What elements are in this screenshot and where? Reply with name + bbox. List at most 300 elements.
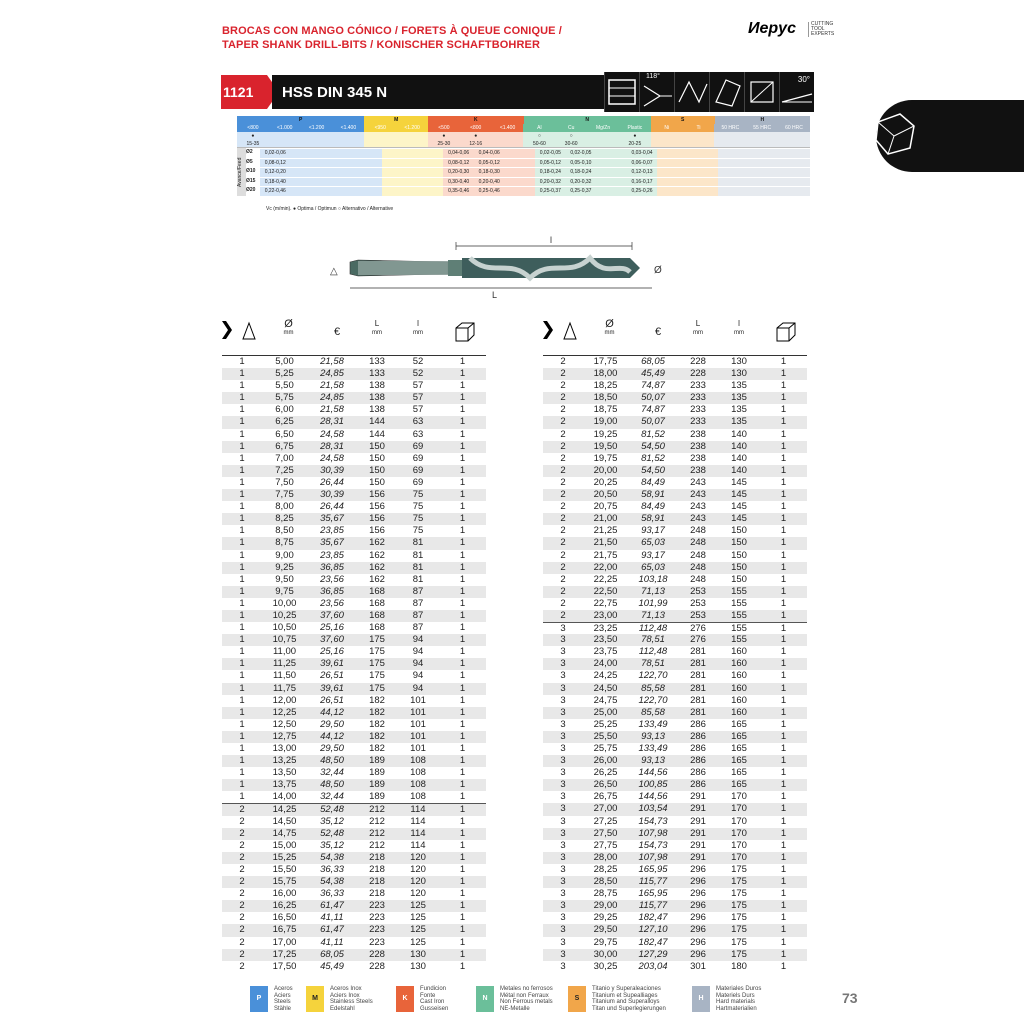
price-cell: 45,49 [641, 368, 665, 380]
feed-value [291, 177, 322, 187]
flute-length-cell: 75 [412, 525, 424, 537]
cone-size-cell: 3 [560, 876, 566, 888]
price-cell: 36,33 [320, 863, 344, 875]
price-cell: 26,51 [320, 694, 344, 706]
feed-value [780, 177, 811, 187]
pack-qty-cell: 1 [780, 815, 787, 827]
total-length-cell: 156 [369, 525, 385, 537]
price-cell: 48,50 [320, 755, 344, 767]
material-sub-label: Ni [651, 124, 683, 132]
price-cell: 107,98 [638, 851, 668, 863]
diameter-cell: 29,75 [593, 936, 618, 948]
price-cell: 54,38 [320, 876, 344, 888]
diameter-cell: 16,50 [272, 912, 297, 924]
cone-size-cell: 3 [560, 936, 566, 948]
pack-qty-cell: 1 [459, 476, 466, 488]
vc-range [714, 140, 746, 147]
flute-length-cell: 135 [731, 380, 747, 392]
flute-length-cell: 170 [731, 827, 747, 839]
legend-line: Metales no ferrosos [500, 986, 553, 992]
feed-value: 0,22-0,46 [260, 186, 291, 196]
legend-line: Non Ferrous metals [500, 999, 553, 1005]
feed-value [657, 167, 688, 177]
table-row [222, 767, 486, 779]
table-row [222, 719, 486, 731]
table-row [222, 840, 486, 852]
cone-size-cell: 1 [239, 537, 245, 549]
diameter-cell: 7,25 [275, 464, 294, 476]
material-sub-label: Plastic [619, 124, 651, 132]
cone-size-cell: 2 [560, 368, 566, 380]
pack-qty-cell: 1 [459, 755, 466, 767]
flute-length-cell: 108 [410, 779, 426, 791]
total-length-cell: 281 [690, 682, 706, 694]
table-row [543, 791, 807, 803]
price-cell: 25,16 [320, 622, 344, 634]
diameter-cell: 15,75 [272, 876, 297, 888]
diameter-cell: 24,00 [593, 658, 618, 670]
vc-range [778, 140, 810, 147]
legend-color-box: K [396, 986, 414, 1012]
diameter-cell: 26,50 [593, 779, 618, 791]
total-length-cell: 133 [369, 356, 385, 367]
total-length-cell: 286 [690, 779, 706, 791]
cone-size-cell: 3 [560, 682, 566, 694]
material-sub-label: <1.400 [332, 124, 364, 132]
material-legend-footer [250, 986, 770, 1018]
table-row [543, 634, 807, 646]
pack-qty-cell: 1 [459, 416, 466, 428]
price-cell: 37,60 [320, 634, 344, 646]
pack-qty-cell: 1 [780, 416, 787, 428]
legend-line: Materiales Duros [716, 986, 762, 992]
vc-symbol: ● [460, 132, 492, 140]
pack-qty-cell: 1 [459, 537, 466, 549]
legend-item-s [568, 986, 666, 1012]
pack-qty-cell: 1 [780, 513, 787, 525]
feed-value: 0,18-0,24 [535, 167, 566, 177]
pack-qty-cell: 1 [780, 960, 787, 972]
total-length-cell: 223 [369, 900, 385, 912]
cone-size-cell: 2 [560, 525, 566, 537]
diameter-cell: 26,75 [593, 791, 618, 803]
tool-geometry-icons [604, 72, 810, 112]
material-sub-label: <1.400 [492, 124, 524, 132]
material-group-s: S [651, 116, 715, 124]
logo-sub-1: CUTTING [811, 21, 834, 27]
vc-symbol [587, 132, 619, 140]
pack-qty-cell: 1 [459, 960, 466, 972]
price-cell: 133,49 [638, 743, 668, 754]
total-length-cell: 238 [690, 440, 706, 452]
diameter-cell: 20,50 [593, 489, 618, 501]
total-length-cell: 218 [369, 863, 385, 875]
feed-value [718, 177, 749, 187]
pack-qty-cell: 1 [780, 609, 787, 621]
table-row [543, 840, 807, 852]
total-length-cell: 133 [369, 368, 385, 380]
table-row [543, 513, 807, 525]
logo-sub-3: EXPERTS [811, 31, 835, 37]
vc-symbol-row [237, 132, 810, 140]
diameter-cell: 16,25 [272, 900, 297, 912]
feed-value [657, 186, 688, 196]
cone-size-cell: 2 [239, 888, 245, 900]
table-row [222, 900, 486, 912]
diameter-cell: 8,25 [275, 513, 294, 525]
diameter-cell: 9,75 [275, 585, 294, 597]
feed-value: 0,05-0,12 [474, 158, 505, 168]
pack-qty-cell: 1 [780, 428, 787, 440]
price-cell: 29,50 [320, 718, 344, 730]
vc-symbol [396, 132, 428, 140]
total-length-header-unit: mm [372, 330, 382, 336]
table-row [222, 816, 486, 828]
price-cell: 26,51 [320, 670, 344, 682]
table-row [222, 876, 486, 888]
flute-length-cell: 150 [731, 549, 747, 561]
diameter-cell: 5,25 [275, 368, 294, 380]
total-length-cell: 296 [690, 888, 706, 900]
legend-line: Stainless Steels [330, 999, 373, 1005]
diameter-cell: 9,25 [275, 561, 294, 573]
cone-size-cell: 1 [239, 658, 245, 670]
cone-size-cell: 2 [560, 573, 566, 585]
diameter-cell: 7,00 [275, 452, 294, 464]
feed-row [246, 186, 810, 196]
diameter-cell: 6,75 [275, 440, 294, 452]
pack-qty-cell: 1 [459, 489, 466, 501]
total-length-cell: 189 [369, 755, 385, 767]
title-line-1: BROCAS CON MANGO CÓNICO / FORETS À QUEUE CONIQUE / [222, 25, 562, 37]
price-cell: 54,50 [641, 440, 665, 452]
price-cell: 50,07 [641, 392, 665, 404]
pack-qty-cell: 1 [780, 670, 787, 682]
vc-range: 25-30 [428, 140, 460, 147]
flute-length-cell: 101 [410, 706, 426, 718]
price-cell: 23,85 [320, 525, 344, 537]
table-row [222, 670, 486, 682]
table-row [543, 392, 807, 404]
table-row [222, 791, 486, 803]
vc-symbol [714, 132, 746, 140]
diameter-cell: 18,00 [593, 368, 618, 380]
table-row [543, 658, 807, 670]
cone-size-cell: 2 [239, 839, 245, 851]
table-row [543, 683, 807, 695]
total-length-cell: 238 [690, 464, 706, 476]
feed-value [657, 158, 688, 168]
pack-qty-cell: 1 [459, 513, 466, 525]
table-row [543, 368, 807, 380]
diameter-header-label: Ø [284, 318, 293, 330]
pack-qty-cell: 1 [459, 392, 466, 404]
legend-line: Métal non Ferraux [500, 992, 549, 999]
feed-value [780, 167, 811, 177]
flute-length-cell: 101 [410, 694, 426, 706]
pack-qty-cell: 1 [780, 634, 787, 646]
pack-qty-cell: 1 [780, 694, 787, 706]
legend-color-box: N [476, 986, 494, 1012]
price-cell: 50,07 [641, 416, 665, 428]
cone-size-cell: 1 [239, 573, 245, 585]
vc-symbol [301, 132, 333, 140]
diameter-cell: 15,25 [272, 851, 297, 863]
cone-size-cell: 3 [560, 743, 566, 754]
total-length-cell: 286 [690, 730, 706, 742]
diameter-cell: 11,75 [272, 682, 297, 694]
price-cell: 127,10 [638, 924, 668, 936]
total-length-header [678, 318, 718, 337]
table-row [222, 755, 486, 767]
flute-length-cell: 160 [731, 706, 747, 718]
feed-value [718, 158, 749, 168]
price-cell: 112,48 [638, 623, 668, 635]
pack-qty-cell: 1 [780, 718, 787, 730]
page-title [222, 24, 562, 52]
diameter-cell: 10,50 [272, 622, 297, 634]
feed-value: 0,12-0,20 [260, 167, 291, 177]
pack-qty-cell: 1 [780, 839, 787, 851]
total-length-cell: 162 [369, 561, 385, 573]
table-row [222, 912, 486, 924]
price-cell: 28,31 [320, 416, 344, 428]
price-header: € [333, 326, 341, 338]
total-length-cell: 228 [690, 368, 706, 380]
cone-size-cell: 1 [239, 597, 245, 609]
flute-length-cell: 145 [731, 501, 747, 513]
price-cell: 25,16 [320, 646, 344, 658]
cone-size-cell: 1 [239, 767, 245, 779]
price-cell: 35,12 [320, 839, 344, 851]
price-cell: 100,85 [638, 779, 668, 791]
pack-qty-cell: 1 [780, 368, 787, 380]
table-row [543, 380, 807, 392]
pack-qty-cell: 1 [780, 464, 787, 476]
total-length-cell: 291 [690, 827, 706, 839]
feed-value [688, 177, 719, 187]
feed-value [413, 158, 444, 168]
flute-length-cell: 140 [731, 452, 747, 464]
material-sub-label: <1.200 [396, 124, 428, 132]
package-icon [775, 322, 797, 342]
feed-value [596, 158, 627, 168]
pack-qty-cell: 1 [459, 609, 466, 621]
vc-range [683, 140, 715, 147]
cone-size-cell: 2 [239, 936, 245, 948]
price-cell: 39,61 [320, 658, 344, 670]
table-row [543, 646, 807, 658]
cone-size-cell: 1 [239, 501, 245, 513]
feed-value [321, 177, 352, 187]
total-length-cell: 223 [369, 924, 385, 936]
material-sub-label: Mg/Zn [587, 124, 619, 132]
vc-range [396, 140, 428, 147]
total-length-cell: 291 [690, 815, 706, 827]
price-cell: 24,58 [320, 428, 344, 440]
feed-value: 0,18-0,24 [566, 167, 597, 177]
total-length-cell: 301 [690, 960, 706, 972]
total-length-cell: 291 [690, 803, 706, 815]
pack-qty-cell: 1 [459, 356, 466, 367]
total-length-cell: 233 [690, 380, 706, 392]
flute-length-cell: 170 [731, 803, 747, 815]
total-length-cell: 281 [690, 706, 706, 718]
pack-qty-cell: 1 [459, 779, 466, 791]
price-cell: 122,70 [638, 694, 668, 706]
feed-value: 0,02-0,06 [260, 148, 291, 158]
flute-length-cell: 69 [412, 464, 424, 476]
table-row [543, 828, 807, 840]
pack-qty-cell: 1 [459, 525, 466, 537]
pack-qty-cell: 1 [780, 646, 787, 658]
price-cell: 61,47 [320, 900, 344, 912]
vc-note: Vc (m/min). ● Optima / Optimun ○ Alternativo / Alternative [266, 206, 394, 212]
price-cell: 21,58 [320, 404, 344, 416]
pack-qty-cell: 1 [459, 452, 466, 464]
pack-qty-cell: 1 [459, 948, 466, 960]
diameter-cell: 27,50 [593, 827, 618, 839]
table-row [543, 767, 807, 779]
flute-length-cell: 135 [731, 416, 747, 428]
pack-qty-cell: 1 [459, 658, 466, 670]
pack-qty-cell: 1 [780, 537, 787, 549]
total-length-cell: 182 [369, 743, 385, 754]
price-cell: 154,73 [638, 815, 668, 827]
price-cell: 68,05 [320, 948, 344, 960]
flute-length-cell: 180 [731, 960, 747, 972]
legend-item-m [306, 986, 373, 1012]
price-cell: 44,12 [320, 706, 344, 718]
pack-qty-cell: 1 [780, 730, 787, 742]
table-row [543, 441, 807, 453]
price-cell: 23,85 [320, 549, 344, 561]
diameter-cell: 22,00 [593, 561, 618, 573]
total-length-cell: 168 [369, 609, 385, 621]
pack-qty-cell: 1 [780, 380, 787, 392]
feed-value [291, 167, 322, 177]
table-row [222, 550, 486, 562]
flute-length-cell: 140 [731, 464, 747, 476]
flute-length-cell: 135 [731, 404, 747, 416]
total-length-cell: 296 [690, 863, 706, 875]
flute-length-cell: 160 [731, 646, 747, 658]
feed-value [596, 186, 627, 196]
total-length-cell: 150 [369, 452, 385, 464]
cone-size-cell: 1 [239, 380, 245, 392]
feed-value [413, 167, 444, 177]
price-cell: 112,48 [638, 646, 668, 658]
vc-range [269, 140, 301, 147]
flute-length-cell: 108 [410, 791, 426, 803]
total-length-cell: 291 [690, 839, 706, 851]
price-cell: 30,39 [320, 489, 344, 501]
flute-length-header-label: l [417, 319, 419, 328]
cone-size-cell: 2 [560, 549, 566, 561]
diameter-cell: 13,75 [272, 779, 297, 791]
total-length-cell: 175 [369, 670, 385, 682]
feed-value [352, 177, 383, 187]
table-row [222, 731, 486, 743]
flute-length-cell: 57 [412, 380, 424, 392]
legend-item-k [396, 986, 448, 1012]
price-cell: 61,47 [320, 924, 344, 936]
table-row [543, 743, 807, 755]
total-length-cell: 233 [690, 404, 706, 416]
feed-value [749, 148, 780, 158]
cone-size-cell: 2 [239, 863, 245, 875]
feed-value: 0,03-0,04 [627, 148, 658, 158]
price-cell: 107,98 [638, 827, 668, 839]
price-cell: 26,44 [320, 501, 344, 513]
diameter-cell: 11,25 [272, 658, 297, 670]
price-cell: 24,85 [320, 368, 344, 380]
pack-qty-cell: 1 [780, 803, 787, 815]
flute-length-cell: 165 [731, 779, 747, 791]
total-length-cell: 144 [369, 428, 385, 440]
material-group-row [237, 116, 810, 124]
diameter-cell: 23,75 [593, 646, 618, 658]
feed-value [413, 177, 444, 187]
cone-size-cell: 3 [560, 960, 566, 972]
diameter-header-unit: mm [283, 330, 294, 336]
diameter-cell: 24,25 [593, 670, 618, 682]
cone-size-cell: 2 [560, 380, 566, 392]
diameter-cell: 14,00 [272, 791, 297, 803]
diameter-cell: 21,50 [593, 537, 618, 549]
diameter-cell: 20,25 [593, 476, 618, 488]
price-cell: 45,49 [320, 960, 344, 972]
price-cell: 28,31 [320, 440, 344, 452]
table-row [222, 864, 486, 876]
diameter-cell: 26,00 [593, 755, 618, 767]
feed-value [321, 148, 352, 158]
legend-line: Stähle [274, 1005, 292, 1012]
material-group-m: M [364, 116, 428, 124]
price-cell: 37,60 [320, 609, 344, 621]
cone-size-cell: 2 [560, 609, 566, 621]
legend-item-n [476, 986, 553, 1012]
legend-line: Titanio y Superaleaciones [592, 986, 661, 992]
table-row [222, 404, 486, 416]
feed-value: 0,35-0,46 [443, 186, 474, 196]
logo-tagline [808, 22, 834, 37]
feed-row [246, 158, 810, 168]
vc-symbol [269, 132, 301, 140]
cone-size-cell: 1 [239, 622, 245, 634]
feed-value: 0,20-0,32 [535, 177, 566, 187]
total-length-cell: 218 [369, 876, 385, 888]
feed-value [596, 167, 627, 177]
cone-size-cell: 1 [239, 743, 245, 754]
cone-size-cell: 3 [560, 706, 566, 718]
material-group-n: N [524, 116, 651, 124]
flute-length-cell: 52 [412, 356, 424, 367]
flute-length-cell: 145 [731, 489, 747, 501]
pack-qty-cell: 1 [459, 900, 466, 912]
table-row [222, 924, 486, 936]
price-cell: 41,11 [320, 936, 344, 948]
flute-length-cell: 145 [731, 476, 747, 488]
diameter-cell: 17,50 [272, 960, 297, 972]
total-length-cell: 296 [690, 924, 706, 936]
price-cell: 68,05 [641, 356, 665, 367]
table-row [543, 961, 807, 973]
total-length-cell: 175 [369, 658, 385, 670]
total-length-cell: 138 [369, 380, 385, 392]
diameter-cell: 21,00 [593, 513, 618, 525]
diameter-cell: 28,50 [593, 876, 618, 888]
